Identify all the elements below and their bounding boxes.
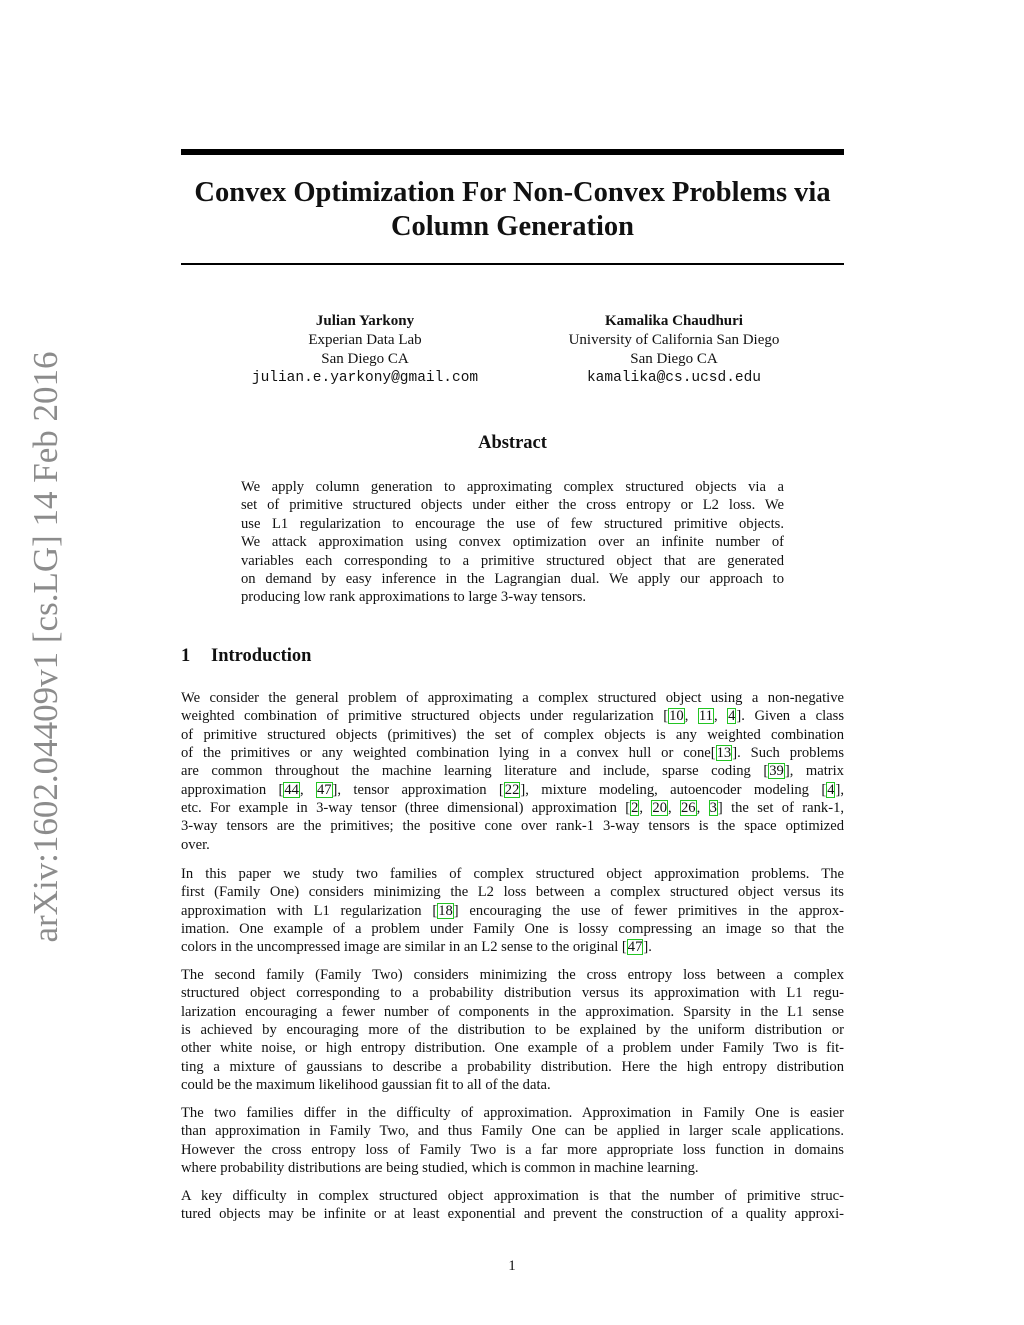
text-run: , xyxy=(696,800,709,817)
paragraph-1 xyxy=(181,689,844,854)
abstract-heading: Abstract xyxy=(478,433,547,453)
author-location: San Diego CA xyxy=(321,351,409,367)
citation-link[interactable]: 10 xyxy=(669,708,684,725)
text-line: first (Family One) considers minimizing the L2 loss between a complex structured object versus its xyxy=(181,884,844,901)
text-run: ]. Such problems xyxy=(732,745,845,762)
text-run: approximation with L1 regularization [ xyxy=(181,902,438,919)
author-affiliation: Experian Data Lab xyxy=(308,332,422,348)
abstract-line: We attack approximation using convex optimization over an infinite number of xyxy=(241,534,784,551)
author-location: San Diego CA xyxy=(630,351,718,367)
abstract-line: on demand by easy inference in the Lagrangian dual. We apply our approach to xyxy=(241,571,784,588)
author-email[interactable]: julian.e.yarkony@gmail.com xyxy=(251,370,479,386)
text-line: of primitive structured objects (primitives) the set of complex objects is any weighted combination xyxy=(181,726,844,743)
text-line: other white noise, or high entropy distribution. One example of a problem under Family Two is fit- xyxy=(181,1040,844,1057)
text-run: , xyxy=(713,708,728,725)
text-run: ], xyxy=(835,781,844,798)
author-affiliation: University of California San Diego xyxy=(568,332,780,348)
citation-link[interactable]: 4 xyxy=(827,781,835,798)
citation-link[interactable]: 11 xyxy=(698,708,713,725)
abstract-line: variables each corresponding to a primitive structured object that are generated xyxy=(241,552,784,569)
paper-title xyxy=(181,176,844,244)
paragraph-3 xyxy=(181,966,844,1094)
text-line: 3-way tensors are the primitives; the positive cone over rank-1 3-way tensors is the space optimized xyxy=(181,818,844,835)
text-line: than approximation in Family Two, and thus Family One can be applied in larger scale applications. xyxy=(181,1123,844,1140)
citation-link[interactable]: 47 xyxy=(316,781,332,798)
text-line xyxy=(181,707,844,725)
title-bottom-rule xyxy=(181,263,844,265)
author-name: Kamalika Chaudhuri xyxy=(605,313,743,329)
abstract-line: use L1 regularization to encourage the use of few structured primitive objects. xyxy=(241,515,784,532)
text-line: tured objects may be infinite or at least exponential and prevent the construction of a quality approxi- xyxy=(181,1206,844,1223)
page-number: 1 xyxy=(508,1258,516,1274)
text-line: The two families differ in the difficulty of approximation. Approximation in Family One is easier xyxy=(181,1105,844,1121)
abstract-body xyxy=(241,478,784,607)
text-run: ], mixture modeling, autoencoder modeling [ xyxy=(520,781,827,798)
text-line xyxy=(181,902,844,920)
abstract-line: We apply column generation to approximating complex structured objects via a xyxy=(241,479,784,495)
text-line: In this paper we study two families of complex structured object approximation problems. The xyxy=(181,866,844,882)
citation-link[interactable]: 20 xyxy=(652,800,667,817)
text-run: approximation [ xyxy=(181,781,284,798)
section-title: Introduction xyxy=(211,646,312,666)
author-name: Julian Yarkony xyxy=(315,313,415,329)
text-run: , xyxy=(299,781,316,798)
text-run: etc. For example in 3-way tensor (three dimensional) approximation [ xyxy=(181,800,631,817)
text-line: However the cross entropy loss of Family Two is a far more appropriate loss function in domains xyxy=(181,1141,844,1158)
citation-link[interactable]: 2 xyxy=(631,800,639,817)
citation-link[interactable]: 22 xyxy=(504,781,520,798)
paragraph-2 xyxy=(181,865,844,957)
text-run: weighted combination of primitive structured objects under regularization [ xyxy=(181,708,669,725)
citation-link[interactable]: 47 xyxy=(627,939,643,956)
abstract-line: set of primitive structured objects under either the cross entropy or L2 loss. We xyxy=(241,497,784,514)
text-line: over. xyxy=(181,836,210,853)
text-line xyxy=(181,799,844,817)
text-line xyxy=(181,781,844,799)
text-line: is achieved by encouraging more of the distribution to be explained by the uniform distribution or xyxy=(181,1022,844,1039)
text-run: ] encouraging the use of fewer primitives in the approx- xyxy=(453,902,844,919)
text-line xyxy=(181,938,844,956)
text-line: imation. One example of a problem under Family One is lossy compressing an image so that the xyxy=(181,921,844,938)
title-line-2: Column Generation xyxy=(390,211,635,242)
text-line: structured object corresponding to a probability distribution versus its approximation with L1 regu- xyxy=(181,985,844,1002)
paragraph-4 xyxy=(181,1104,844,1177)
arxiv-side-stamp xyxy=(22,352,70,942)
abstract-line: producing low rank approximations to large 3-way tensors. xyxy=(241,589,587,606)
section-heading-introduction xyxy=(181,646,311,667)
text-run: ], matrix xyxy=(784,763,844,780)
text-run: ] the set of rank-1, xyxy=(717,800,845,817)
citation-link[interactable]: 3 xyxy=(709,800,717,817)
author-email[interactable]: kamalika@cs.ucsd.edu xyxy=(586,370,762,386)
author-block-2 xyxy=(524,312,824,388)
text-line: could be the maximum likelihood gaussian fit to all of the data. xyxy=(181,1077,551,1094)
text-line: The second family (Family Two) considers minimizing the cross entropy loss between a complex xyxy=(181,967,844,983)
arxiv-identifier: arXiv:1602.04409v1 [cs.LG] 14 Feb 2016 xyxy=(26,351,65,943)
paragraph-5 xyxy=(181,1187,844,1224)
text-run: , xyxy=(684,708,698,725)
text-run: ], tensor approximation [ xyxy=(332,781,504,798)
citation-link[interactable]: 44 xyxy=(284,781,299,798)
text-run: are common throughout the machine learning literature and include, sparse coding [ xyxy=(181,763,769,780)
citation-link[interactable]: 4 xyxy=(728,708,736,725)
text-line: where probability distributions are being studied, which is common in machine learning. xyxy=(181,1160,699,1177)
text-line: larization encouraging a fewer number of components in the approximation. Sparsity in the L1 sense xyxy=(181,1003,844,1020)
text-run: colors in the uncompressed image are similar in an L2 sense to the original [ xyxy=(181,939,627,956)
citation-link[interactable]: 13 xyxy=(716,745,732,762)
text-line: We consider the general problem of approximating a complex structured object using a non-negative xyxy=(181,690,844,706)
text-run: , xyxy=(667,800,680,817)
text-run: ]. xyxy=(643,939,652,956)
citation-link[interactable]: 39 xyxy=(769,763,784,780)
author-block-1 xyxy=(215,312,515,388)
title-line-1: Convex Optimization For Non-Convex Problems via xyxy=(194,177,831,208)
text-line xyxy=(181,744,844,762)
section-number: 1 xyxy=(181,646,191,666)
text-line: A key difficulty in complex structured object approximation is that the number of primitive struc- xyxy=(181,1188,844,1204)
text-line: ting a mixture of gaussians to describe a probability distribution. Here the high entropy distribution xyxy=(181,1058,844,1075)
text-line xyxy=(181,762,844,780)
title-top-rule xyxy=(181,149,844,155)
citation-link[interactable]: 26 xyxy=(680,800,696,817)
text-run: ]. Given a class xyxy=(736,708,844,725)
text-run: of the primitives or any weighted combination lying in a convex hull or cone[ xyxy=(181,745,716,762)
citation-link[interactable]: 18 xyxy=(438,902,453,919)
text-run: , xyxy=(639,800,652,817)
